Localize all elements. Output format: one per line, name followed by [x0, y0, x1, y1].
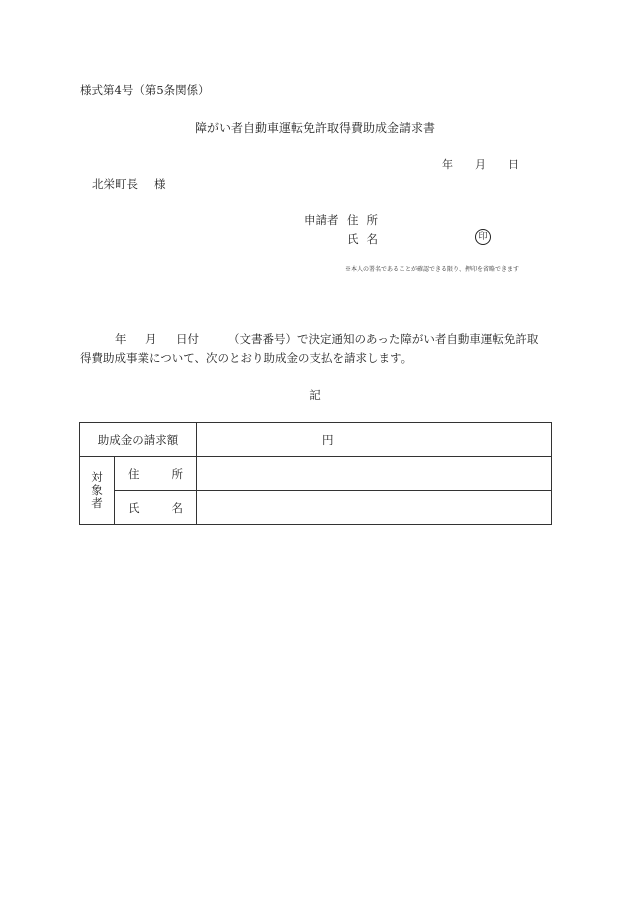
target-name-field[interactable] — [197, 491, 552, 525]
amount-label: 助成金の請求額 — [80, 423, 197, 457]
target-name-row — [80, 491, 552, 525]
ki-marker: 記 — [309, 388, 321, 402]
seal-note: ※本人の署名であることが確認できる限り、押印を省略できます — [345, 266, 520, 273]
target-name-label: 氏 名 — [115, 491, 197, 525]
document-title: 障がい者自動車運転免許取得費助成金請求書 — [194, 121, 435, 135]
date-line — [442, 156, 519, 172]
body-day-attached: 日付 — [176, 332, 199, 346]
date-month: 月 — [475, 158, 486, 171]
body-line-1 — [115, 331, 538, 347]
form-number: 様式第4号（第5条関係） — [80, 83, 210, 97]
seal-mark: 印 — [475, 229, 491, 245]
date-year: 年 — [442, 158, 453, 171]
body-line-2: 得費助成事業について、次のとおり助成金の支払を請求します。 — [80, 351, 413, 365]
amount-row — [80, 423, 552, 457]
target-address-field[interactable] — [197, 457, 552, 491]
body-month: 月 — [145, 332, 157, 346]
date-day: 日 — [508, 158, 519, 171]
amount-field[interactable] — [197, 423, 552, 457]
target-person-label: 対 象 者 — [80, 457, 115, 525]
applicant-name-label: 氏名 — [347, 232, 386, 246]
claim-table — [79, 422, 552, 525]
body-year: 年 — [115, 332, 127, 346]
yen-unit: 円 — [322, 433, 334, 447]
addressee-name: 北栄町長 — [92, 177, 138, 191]
addressee — [92, 176, 166, 192]
addressee-honorific: 様 — [154, 177, 166, 191]
applicant-address-label: 住所 — [347, 213, 386, 227]
body-doc-number: （文書番号）で決定通知のあった障がい者自動車運転免許取 — [228, 332, 539, 346]
applicant-label: 申請者 — [304, 213, 339, 227]
target-address-label: 住 所 — [115, 457, 197, 491]
target-address-row — [80, 457, 552, 491]
